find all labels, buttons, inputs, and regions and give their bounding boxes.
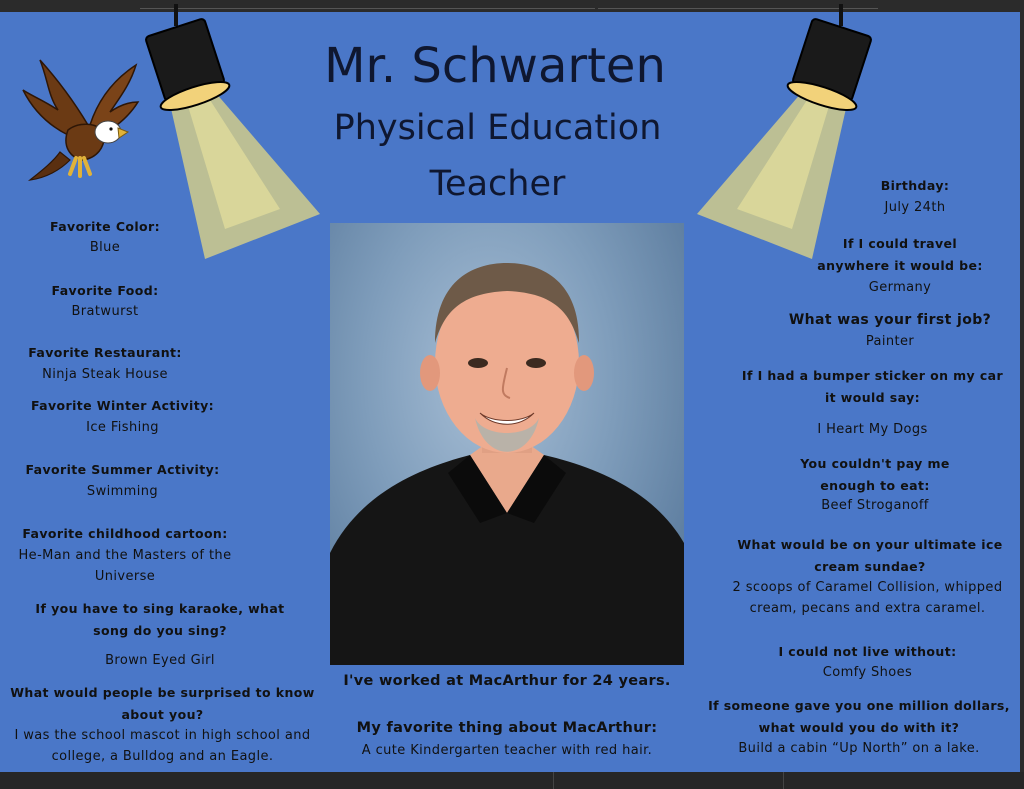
cartoon-answer-line1: He-Man and the Masters of the — [18, 548, 232, 563]
favorite-restaurant-answer: Ninja Steak House — [42, 367, 168, 382]
teacher-name: Mr. Schwarten — [324, 38, 666, 94]
bumper-sticker-question-line2: it would say: — [824, 390, 921, 405]
sundae-answer-line1: 2 scoops of Caramel Collision, whipped — [732, 580, 1003, 595]
surprise-question-line1: What would people be surprised to know — [10, 685, 315, 700]
million-dollars-answer: Build a cabin “Up North” on a lake. — [738, 741, 980, 756]
teacher-poster — [0, 12, 1020, 772]
karaoke-answer: Brown Eyed Girl — [105, 653, 215, 668]
eagle-mascot-icon — [18, 40, 143, 188]
bottom-bar-divider — [783, 772, 785, 789]
surprise-answer-line1: I was the school mascot in high school and — [14, 728, 311, 743]
cartoon-question: Favorite childhood cartoon: — [22, 526, 228, 541]
favorite-food-question: Favorite Food: — [51, 283, 159, 298]
summer-activity-answer: Swimming — [86, 484, 159, 499]
summer-activity-question: Favorite Summer Activity: — [25, 462, 220, 477]
favorite-food-answer: Bratwurst — [71, 304, 139, 319]
million-dollars-question-line1: If someone gave you one million dollars, — [708, 698, 1010, 713]
surprise-answer-line2: college, a Bulldog and an Eagle. — [51, 749, 274, 764]
favorite-thing-question: My favorite thing about MacArthur: — [356, 720, 658, 736]
million-dollars-question-line2: what would you do with it? — [758, 720, 960, 735]
winter-activity-answer: Ice Fishing — [86, 420, 159, 435]
favorite-restaurant-question: Favorite Restaurant: — [28, 345, 182, 360]
karaoke-question-line2: song do you sing? — [93, 623, 227, 638]
surprise-question-line2: about you? — [121, 707, 204, 722]
travel-answer: Germany — [868, 280, 932, 295]
live-without-question: I could not live without: — [778, 644, 957, 659]
winter-activity-question: Favorite Winter Activity: — [30, 398, 215, 413]
eat-answer: Beef Stroganoff — [821, 498, 929, 513]
teacher-photo — [330, 223, 684, 665]
favorite-color-question: Favorite Color: — [49, 219, 161, 234]
bottom-bar — [0, 772, 1024, 789]
first-job-question: What was your first job? — [788, 312, 992, 328]
favorite-thing-answer: A cute Kindergarten teacher with red hair. — [361, 743, 653, 758]
bumper-sticker-answer: I Heart My Dogs — [817, 422, 928, 437]
travel-question-line2: anywhere it would be: — [817, 258, 983, 273]
subject-title: Physical Education — [333, 108, 662, 148]
years-at-school: I've worked at MacArthur for 24 years. — [343, 673, 671, 689]
first-job-answer: Painter — [865, 334, 915, 349]
spotlight-right-icon — [692, 4, 877, 269]
live-without-answer: Comfy Shoes — [822, 665, 913, 680]
eat-question-line2: enough to eat: — [820, 478, 930, 493]
karaoke-question-line1: If you have to sing karaoke, what — [35, 601, 285, 616]
sundae-question-line1: What would be on your ultimate ice — [737, 537, 1003, 552]
travel-question-line1: If I could travel — [842, 236, 958, 251]
role-title: Teacher — [429, 164, 566, 204]
bottom-bar-divider — [553, 772, 555, 789]
favorite-color-answer: Blue — [89, 240, 121, 255]
cartoon-answer-line2: Universe — [94, 569, 156, 584]
birthday-answer: July 24th — [884, 200, 946, 215]
sundae-question-line2: cream sundae? — [814, 559, 926, 574]
portrait-illustration — [330, 223, 684, 665]
eat-question-line1: You couldn't pay me — [800, 456, 950, 471]
birthday-question: Birthday: — [880, 178, 950, 193]
bumper-sticker-question-line1: If I had a bumper sticker on my car — [741, 368, 1004, 383]
sundae-answer-line2: cream, pecans and extra caramel. — [749, 601, 986, 616]
